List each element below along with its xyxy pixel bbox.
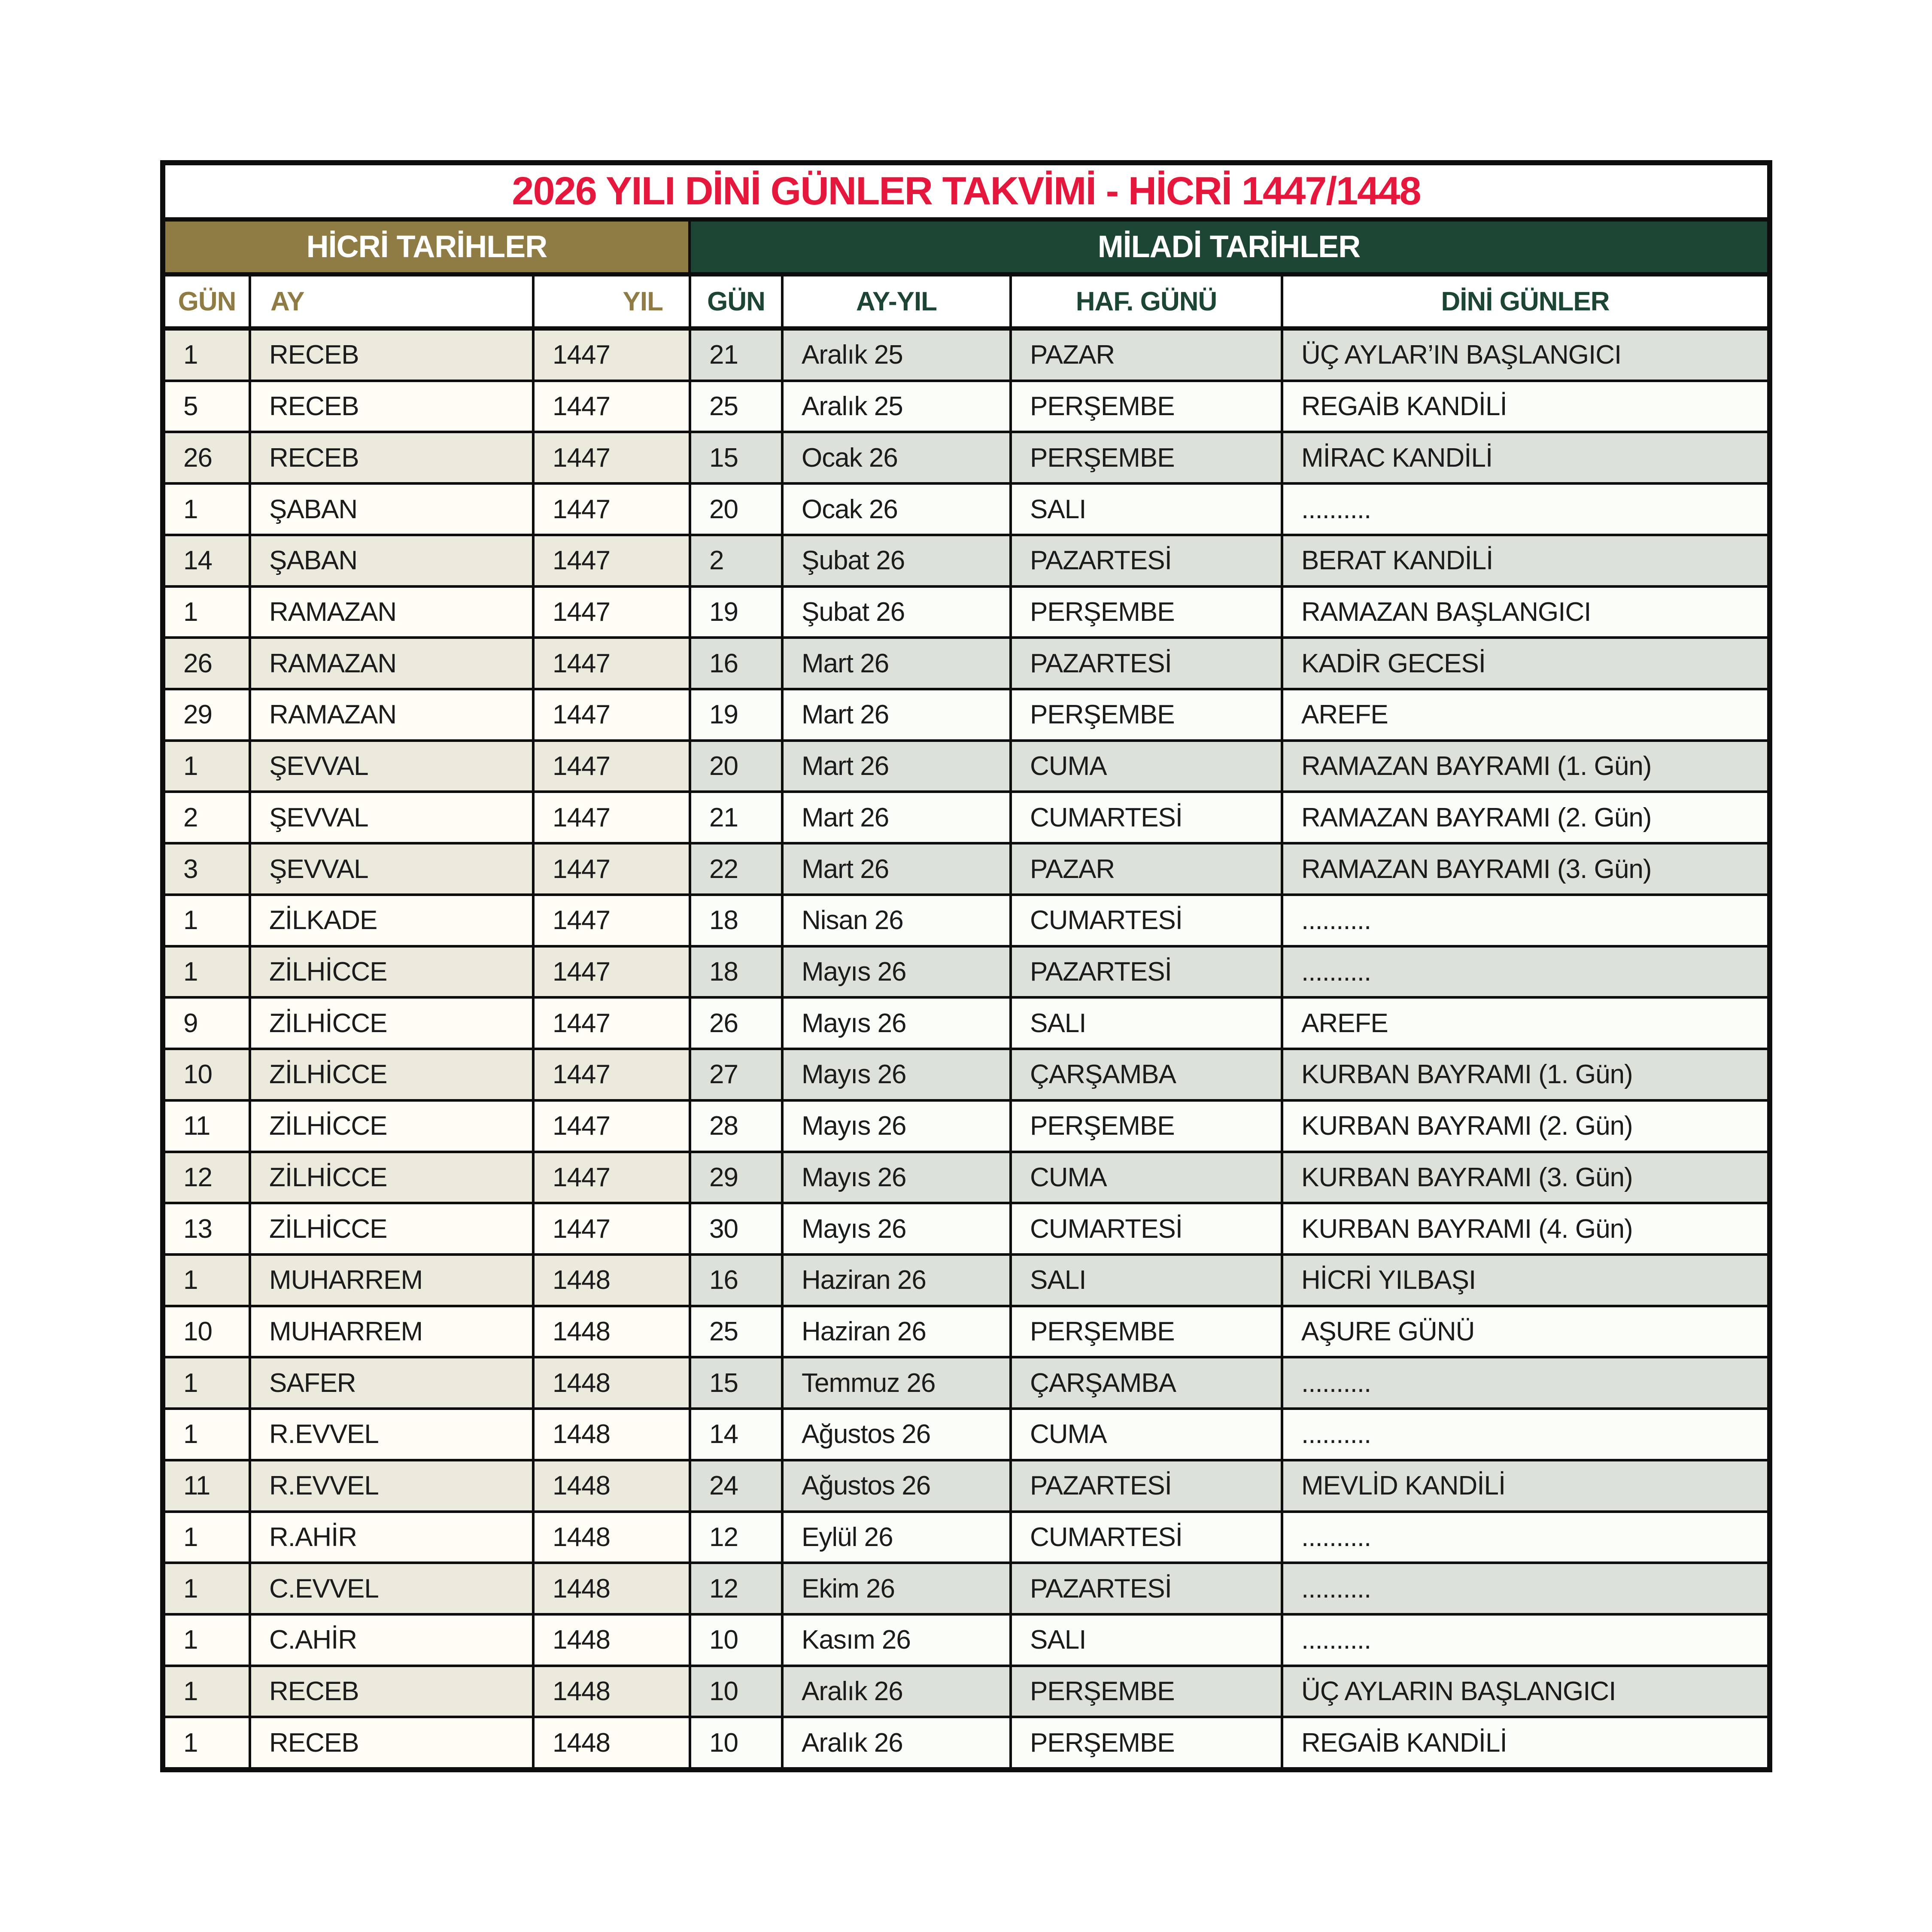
cell-dini-gunler: KURBAN BAYRAMI (2. Gün) xyxy=(1283,1102,1767,1151)
cell-dini-gunler: KURBAN BAYRAMI (3. Gün) xyxy=(1283,1153,1767,1202)
cell-dini-gunler: .......... xyxy=(1283,1513,1767,1562)
cell-dini-gunler: MEVLİD KANDİLİ xyxy=(1283,1461,1767,1510)
cell-haftanin-gunu: PAZAR xyxy=(1012,844,1283,893)
table-row xyxy=(165,1102,1767,1153)
cell-miladi-gun: 24 xyxy=(691,1461,784,1510)
table-row xyxy=(165,896,1767,948)
column-header-haftanin-gunu: HAF. GÜNÜ xyxy=(1012,276,1283,326)
cell-hicri-ay: ZİLHİCCE xyxy=(251,1050,535,1099)
cell-miladi-gun: 30 xyxy=(691,1204,784,1253)
cell-hicri-yil: 1448 xyxy=(535,1616,691,1665)
cell-miladi-ay-yil: Aralık 25 xyxy=(784,382,1012,431)
cell-hicri-ay: R.EVVEL xyxy=(251,1461,535,1510)
cell-miladi-gun: 10 xyxy=(691,1718,784,1767)
cell-dini-gunler: AŞURE GÜNÜ xyxy=(1283,1307,1767,1356)
section-header-miladi: MİLADİ TARİHLER xyxy=(691,222,1767,272)
cell-dini-gunler: ÜÇ AYLAR’IN BAŞLANGICI xyxy=(1283,331,1767,380)
cell-miladi-gun: 12 xyxy=(691,1564,784,1613)
cell-miladi-gun: 25 xyxy=(691,382,784,431)
table-row xyxy=(165,1204,1767,1256)
cell-hicri-ay: C.AHİR xyxy=(251,1616,535,1665)
cell-hicri-gun: 1 xyxy=(165,1564,251,1613)
cell-hicri-yil: 1447 xyxy=(535,1204,691,1253)
cell-hicri-gun: 1 xyxy=(165,948,251,996)
cell-hicri-ay: RAMAZAN xyxy=(251,639,535,688)
cell-hicri-gun: 1 xyxy=(165,1358,251,1407)
cell-hicri-ay: RECEB xyxy=(251,331,535,380)
cell-hicri-yil: 1447 xyxy=(535,896,691,945)
cell-haftanin-gunu: PAZARTESİ xyxy=(1012,639,1283,688)
cell-miladi-ay-yil: Mart 26 xyxy=(784,690,1012,739)
cell-miladi-gun: 22 xyxy=(691,844,784,893)
cell-hicri-gun: 1 xyxy=(165,1410,251,1459)
cell-haftanin-gunu: PERŞEMBE xyxy=(1012,690,1283,739)
table-row xyxy=(165,433,1767,485)
cell-dini-gunler: RAMAZAN BAŞLANGICI xyxy=(1283,588,1767,637)
cell-hicri-yil: 1447 xyxy=(535,331,691,380)
cell-hicri-yil: 1447 xyxy=(535,639,691,688)
cell-miladi-ay-yil: Eylül 26 xyxy=(784,1513,1012,1562)
table-row xyxy=(165,1358,1767,1410)
cell-hicri-gun: 1 xyxy=(165,1718,251,1767)
table-row xyxy=(165,844,1767,896)
cell-hicri-ay: C.EVVEL xyxy=(251,1564,535,1613)
cell-dini-gunler: .......... xyxy=(1283,1410,1767,1459)
cell-hicri-ay: ŞABAN xyxy=(251,485,535,534)
cell-dini-gunler: BERAT KANDİLİ xyxy=(1283,536,1767,585)
cell-dini-gunler: KADİR GECESİ xyxy=(1283,639,1767,688)
cell-miladi-gun: 20 xyxy=(691,485,784,534)
cell-miladi-ay-yil: Ocak 26 xyxy=(784,433,1012,482)
table-row xyxy=(165,536,1767,588)
cell-miladi-gun: 27 xyxy=(691,1050,784,1099)
table-row xyxy=(165,1307,1767,1359)
table-row xyxy=(165,1718,1767,1767)
table-row xyxy=(165,948,1767,999)
table-row xyxy=(165,690,1767,742)
cell-dini-gunler: .......... xyxy=(1283,1616,1767,1665)
cell-hicri-gun: 29 xyxy=(165,690,251,739)
cell-miladi-gun: 16 xyxy=(691,1256,784,1305)
cell-hicri-yil: 1447 xyxy=(535,433,691,482)
cell-dini-gunler: HİCRİ YILBAŞI xyxy=(1283,1256,1767,1305)
section-header-hicri: HİCRİ TARİHLER xyxy=(165,222,691,272)
cell-miladi-ay-yil: Nisan 26 xyxy=(784,896,1012,945)
cell-hicri-yil: 1447 xyxy=(535,844,691,893)
cell-haftanin-gunu: SALI xyxy=(1012,1256,1283,1305)
cell-miladi-ay-yil: Mart 26 xyxy=(784,793,1012,842)
table-row xyxy=(165,793,1767,844)
cell-miladi-ay-yil: Ekim 26 xyxy=(784,1564,1012,1613)
cell-haftanin-gunu: PERŞEMBE xyxy=(1012,433,1283,482)
cell-hicri-gun: 13 xyxy=(165,1204,251,1253)
religious-days-calendar-table xyxy=(160,160,1772,1772)
cell-miladi-ay-yil: Ocak 26 xyxy=(784,485,1012,534)
cell-hicri-gun: 1 xyxy=(165,742,251,791)
table-row xyxy=(165,485,1767,536)
cell-hicri-gun: 1 xyxy=(165,331,251,380)
cell-hicri-ay: R.AHİR xyxy=(251,1513,535,1562)
cell-miladi-gun: 14 xyxy=(691,1410,784,1459)
cell-hicri-gun: 10 xyxy=(165,1307,251,1356)
cell-hicri-gun: 26 xyxy=(165,639,251,688)
cell-hicri-ay: ŞEVVAL xyxy=(251,742,535,791)
cell-hicri-ay: ZİLHİCCE xyxy=(251,1102,535,1151)
cell-dini-gunler: REGAİB KANDİLİ xyxy=(1283,382,1767,431)
table-row xyxy=(165,1513,1767,1564)
title-row xyxy=(165,165,1767,222)
cell-haftanin-gunu: PAZARTESİ xyxy=(1012,1564,1283,1613)
cell-miladi-gun: 29 xyxy=(691,1153,784,1202)
cell-haftanin-gunu: PERŞEMBE xyxy=(1012,1718,1283,1767)
cell-dini-gunler: .......... xyxy=(1283,485,1767,534)
cell-haftanin-gunu: PAZAR xyxy=(1012,331,1283,380)
cell-miladi-gun: 15 xyxy=(691,1358,784,1407)
cell-hicri-gun: 1 xyxy=(165,896,251,945)
cell-miladi-ay-yil: Şubat 26 xyxy=(784,536,1012,585)
cell-haftanin-gunu: ÇARŞAMBA xyxy=(1012,1050,1283,1099)
column-header-hicri-gun: GÜN xyxy=(165,276,251,326)
cell-haftanin-gunu: PERŞEMBE xyxy=(1012,588,1283,637)
cell-hicri-ay: RAMAZAN xyxy=(251,690,535,739)
cell-hicri-ay: ŞABAN xyxy=(251,536,535,585)
cell-miladi-gun: 16 xyxy=(691,639,784,688)
cell-miladi-ay-yil: Temmuz 26 xyxy=(784,1358,1012,1407)
cell-haftanin-gunu: CUMA xyxy=(1012,1410,1283,1459)
cell-dini-gunler: AREFE xyxy=(1283,999,1767,1048)
cell-dini-gunler: REGAİB KANDİLİ xyxy=(1283,1718,1767,1767)
cell-miladi-ay-yil: Mayıs 26 xyxy=(784,1153,1012,1202)
cell-hicri-gun: 1 xyxy=(165,1513,251,1562)
cell-miladi-ay-yil: Mayıs 26 xyxy=(784,1050,1012,1099)
cell-miladi-gun: 25 xyxy=(691,1307,784,1356)
cell-haftanin-gunu: CUMA xyxy=(1012,742,1283,791)
column-header-miladi-gun: GÜN xyxy=(691,276,784,326)
cell-hicri-ay: RAMAZAN xyxy=(251,588,535,637)
table-row xyxy=(165,1050,1767,1102)
cell-miladi-gun: 18 xyxy=(691,896,784,945)
cell-haftanin-gunu: ÇARŞAMBA xyxy=(1012,1358,1283,1407)
cell-haftanin-gunu: SALI xyxy=(1012,485,1283,534)
cell-hicri-yil: 1447 xyxy=(535,1050,691,1099)
cell-hicri-gun: 12 xyxy=(165,1153,251,1202)
cell-miladi-ay-yil: Mart 26 xyxy=(784,742,1012,791)
table-row xyxy=(165,1616,1767,1667)
cell-miladi-ay-yil: Mart 26 xyxy=(784,639,1012,688)
cell-miladi-gun: 21 xyxy=(691,331,784,380)
column-header-dini-gunler: DİNİ GÜNLER xyxy=(1441,286,1610,316)
cell-miladi-gun: 26 xyxy=(691,999,784,1048)
cell-hicri-ay: MUHARREM xyxy=(251,1307,535,1356)
cell-hicri-gun: 1 xyxy=(165,588,251,637)
cell-haftanin-gunu: CUMARTESİ xyxy=(1012,793,1283,842)
table-row xyxy=(165,382,1767,434)
table-row xyxy=(165,1461,1767,1513)
cell-miladi-gun: 28 xyxy=(691,1102,784,1151)
cell-hicri-ay: ZİLHİCCE xyxy=(251,1204,535,1253)
cell-hicri-yil: 1447 xyxy=(535,588,691,637)
cell-miladi-ay-yil: Ağustos 26 xyxy=(784,1461,1012,1510)
cell-haftanin-gunu: PAZARTESİ xyxy=(1012,536,1283,585)
cell-hicri-ay: ZİLHİCCE xyxy=(251,999,535,1048)
cell-hicri-ay: ZİLHİCCE xyxy=(251,1153,535,1202)
cell-hicri-yil: 1447 xyxy=(535,1153,691,1202)
table-row xyxy=(165,1256,1767,1307)
cell-dini-gunler: KURBAN BAYRAMI (4. Gün) xyxy=(1283,1204,1767,1253)
table-row xyxy=(165,1410,1767,1461)
cell-miladi-ay-yil: Ağustos 26 xyxy=(784,1410,1012,1459)
table-row xyxy=(165,1667,1767,1719)
cell-miladi-ay-yil: Mayıs 26 xyxy=(784,1204,1012,1253)
table-row xyxy=(165,639,1767,690)
column-header-row xyxy=(165,276,1767,331)
cell-miladi-ay-yil: Kasım 26 xyxy=(784,1616,1012,1665)
table-row xyxy=(165,1153,1767,1205)
cell-hicri-ay: RECEB xyxy=(251,433,535,482)
cell-hicri-gun: 9 xyxy=(165,999,251,1048)
cell-miladi-gun: 19 xyxy=(691,690,784,739)
cell-hicri-yil: 1447 xyxy=(535,742,691,791)
cell-hicri-yil: 1447 xyxy=(535,536,691,585)
cell-hicri-yil: 1448 xyxy=(535,1358,691,1407)
table-body xyxy=(165,331,1767,1767)
cell-dini-gunler: AREFE xyxy=(1283,690,1767,739)
cell-miladi-gun: 10 xyxy=(691,1667,784,1716)
cell-hicri-gun: 14 xyxy=(165,536,251,585)
cell-hicri-yil: 1448 xyxy=(535,1461,691,1510)
cell-haftanin-gunu: CUMARTESİ xyxy=(1012,1513,1283,1562)
cell-haftanin-gunu: PERŞEMBE xyxy=(1012,1307,1283,1356)
cell-miladi-gun: 20 xyxy=(691,742,784,791)
cell-hicri-yil: 1447 xyxy=(535,948,691,996)
cell-dini-gunler: .......... xyxy=(1283,1358,1767,1407)
cell-hicri-gun: 11 xyxy=(165,1102,251,1151)
cell-haftanin-gunu: PAZARTESİ xyxy=(1012,1461,1283,1510)
cell-miladi-ay-yil: Haziran 26 xyxy=(784,1307,1012,1356)
cell-hicri-ay: MUHARREM xyxy=(251,1256,535,1305)
cell-haftanin-gunu: PERŞEMBE xyxy=(1012,1667,1283,1716)
cell-hicri-yil: 1448 xyxy=(535,1564,691,1613)
cell-dini-gunler: KURBAN BAYRAMI (1. Gün) xyxy=(1283,1050,1767,1099)
cell-haftanin-gunu: CUMA xyxy=(1012,1153,1283,1202)
cell-miladi-ay-yil: Mart 26 xyxy=(784,844,1012,893)
cell-miladi-ay-yil: Şubat 26 xyxy=(784,588,1012,637)
cell-hicri-gun: 1 xyxy=(165,1256,251,1305)
cell-hicri-gun: 1 xyxy=(165,485,251,534)
cell-miladi-ay-yil: Aralık 26 xyxy=(784,1718,1012,1767)
cell-hicri-ay: RECEB xyxy=(251,1667,535,1716)
cell-dini-gunler: RAMAZAN BAYRAMI (1. Gün) xyxy=(1283,742,1767,791)
cell-hicri-gun: 2 xyxy=(165,793,251,842)
cell-hicri-gun: 5 xyxy=(165,382,251,431)
section-header-row xyxy=(165,222,1767,276)
cell-hicri-gun: 1 xyxy=(165,1616,251,1665)
cell-hicri-yil: 1447 xyxy=(535,999,691,1048)
cell-miladi-gun: 10 xyxy=(691,1616,784,1665)
cell-hicri-yil: 1448 xyxy=(535,1718,691,1767)
cell-hicri-ay: SAFER xyxy=(251,1358,535,1407)
cell-dini-gunler: MİRAC KANDİLİ xyxy=(1283,433,1767,482)
cell-hicri-yil: 1447 xyxy=(535,485,691,534)
page-title: 2026 YILI DİNİ GÜNLER TAKVİMİ - HİCRİ 1447/1448 xyxy=(512,169,1421,213)
cell-hicri-ay: ZİLKADE xyxy=(251,896,535,945)
cell-hicri-yil: 1447 xyxy=(535,690,691,739)
cell-hicri-yil: 1448 xyxy=(535,1513,691,1562)
column-header-hicri-yil: YIL xyxy=(535,276,691,326)
cell-hicri-yil: 1448 xyxy=(535,1667,691,1716)
cell-dini-gunler: .......... xyxy=(1283,896,1767,945)
cell-miladi-ay-yil: Haziran 26 xyxy=(784,1256,1012,1305)
cell-miladi-gun: 19 xyxy=(691,588,784,637)
cell-haftanin-gunu: CUMARTESİ xyxy=(1012,1204,1283,1253)
cell-dini-gunler: RAMAZAN BAYRAMI (3. Gün) xyxy=(1283,844,1767,893)
table-row xyxy=(165,1564,1767,1616)
cell-hicri-gun: 3 xyxy=(165,844,251,893)
cell-hicri-ay: RECEB xyxy=(251,382,535,431)
column-header-miladi-ay-yil: AY-YIL xyxy=(784,276,1012,326)
table-row xyxy=(165,999,1767,1050)
cell-hicri-ay: R.EVVEL xyxy=(251,1410,535,1459)
cell-miladi-gun: 12 xyxy=(691,1513,784,1562)
cell-haftanin-gunu: PERŞEMBE xyxy=(1012,1102,1283,1151)
cell-hicri-yil: 1448 xyxy=(535,1256,691,1305)
cell-dini-gunler: RAMAZAN BAYRAMI (2. Gün) xyxy=(1283,793,1767,842)
cell-miladi-ay-yil: Mayıs 26 xyxy=(784,999,1012,1048)
cell-hicri-gun: 11 xyxy=(165,1461,251,1510)
cell-miladi-gun: 2 xyxy=(691,536,784,585)
cell-miladi-gun: 21 xyxy=(691,793,784,842)
column-header-hicri-ay: AY xyxy=(251,276,535,326)
cell-hicri-gun: 26 xyxy=(165,433,251,482)
cell-dini-gunler: .......... xyxy=(1283,948,1767,996)
table-row xyxy=(165,742,1767,793)
cell-hicri-ay: ZİLHİCCE xyxy=(251,948,535,996)
cell-hicri-gun: 10 xyxy=(165,1050,251,1099)
cell-hicri-yil: 1447 xyxy=(535,1102,691,1151)
cell-hicri-yil: 1447 xyxy=(535,382,691,431)
cell-hicri-yil: 1448 xyxy=(535,1307,691,1356)
cell-hicri-yil: 1447 xyxy=(535,793,691,842)
cell-hicri-ay: ŞEVVAL xyxy=(251,844,535,893)
table-row xyxy=(165,331,1767,382)
cell-miladi-ay-yil: Aralık 25 xyxy=(784,331,1012,380)
cell-hicri-ay: ŞEVVAL xyxy=(251,793,535,842)
cell-haftanin-gunu: CUMARTESİ xyxy=(1012,896,1283,945)
cell-hicri-ay: RECEB xyxy=(251,1718,535,1767)
cell-miladi-ay-yil: Mayıs 26 xyxy=(784,948,1012,996)
cell-haftanin-gunu: SALI xyxy=(1012,1616,1283,1665)
cell-hicri-yil: 1448 xyxy=(535,1410,691,1459)
cell-haftanin-gunu: PAZARTESİ xyxy=(1012,948,1283,996)
table-row xyxy=(165,588,1767,639)
cell-hicri-gun: 1 xyxy=(165,1667,251,1716)
cell-miladi-gun: 18 xyxy=(691,948,784,996)
cell-haftanin-gunu: SALI xyxy=(1012,999,1283,1048)
cell-miladi-ay-yil: Aralık 26 xyxy=(784,1667,1012,1716)
cell-dini-gunler: ÜÇ AYLARIN BAŞLANGICI xyxy=(1283,1667,1767,1716)
cell-miladi-gun: 15 xyxy=(691,433,784,482)
cell-haftanin-gunu: PERŞEMBE xyxy=(1012,382,1283,431)
cell-dini-gunler: .......... xyxy=(1283,1564,1767,1613)
cell-miladi-ay-yil: Mayıs 26 xyxy=(784,1102,1012,1151)
